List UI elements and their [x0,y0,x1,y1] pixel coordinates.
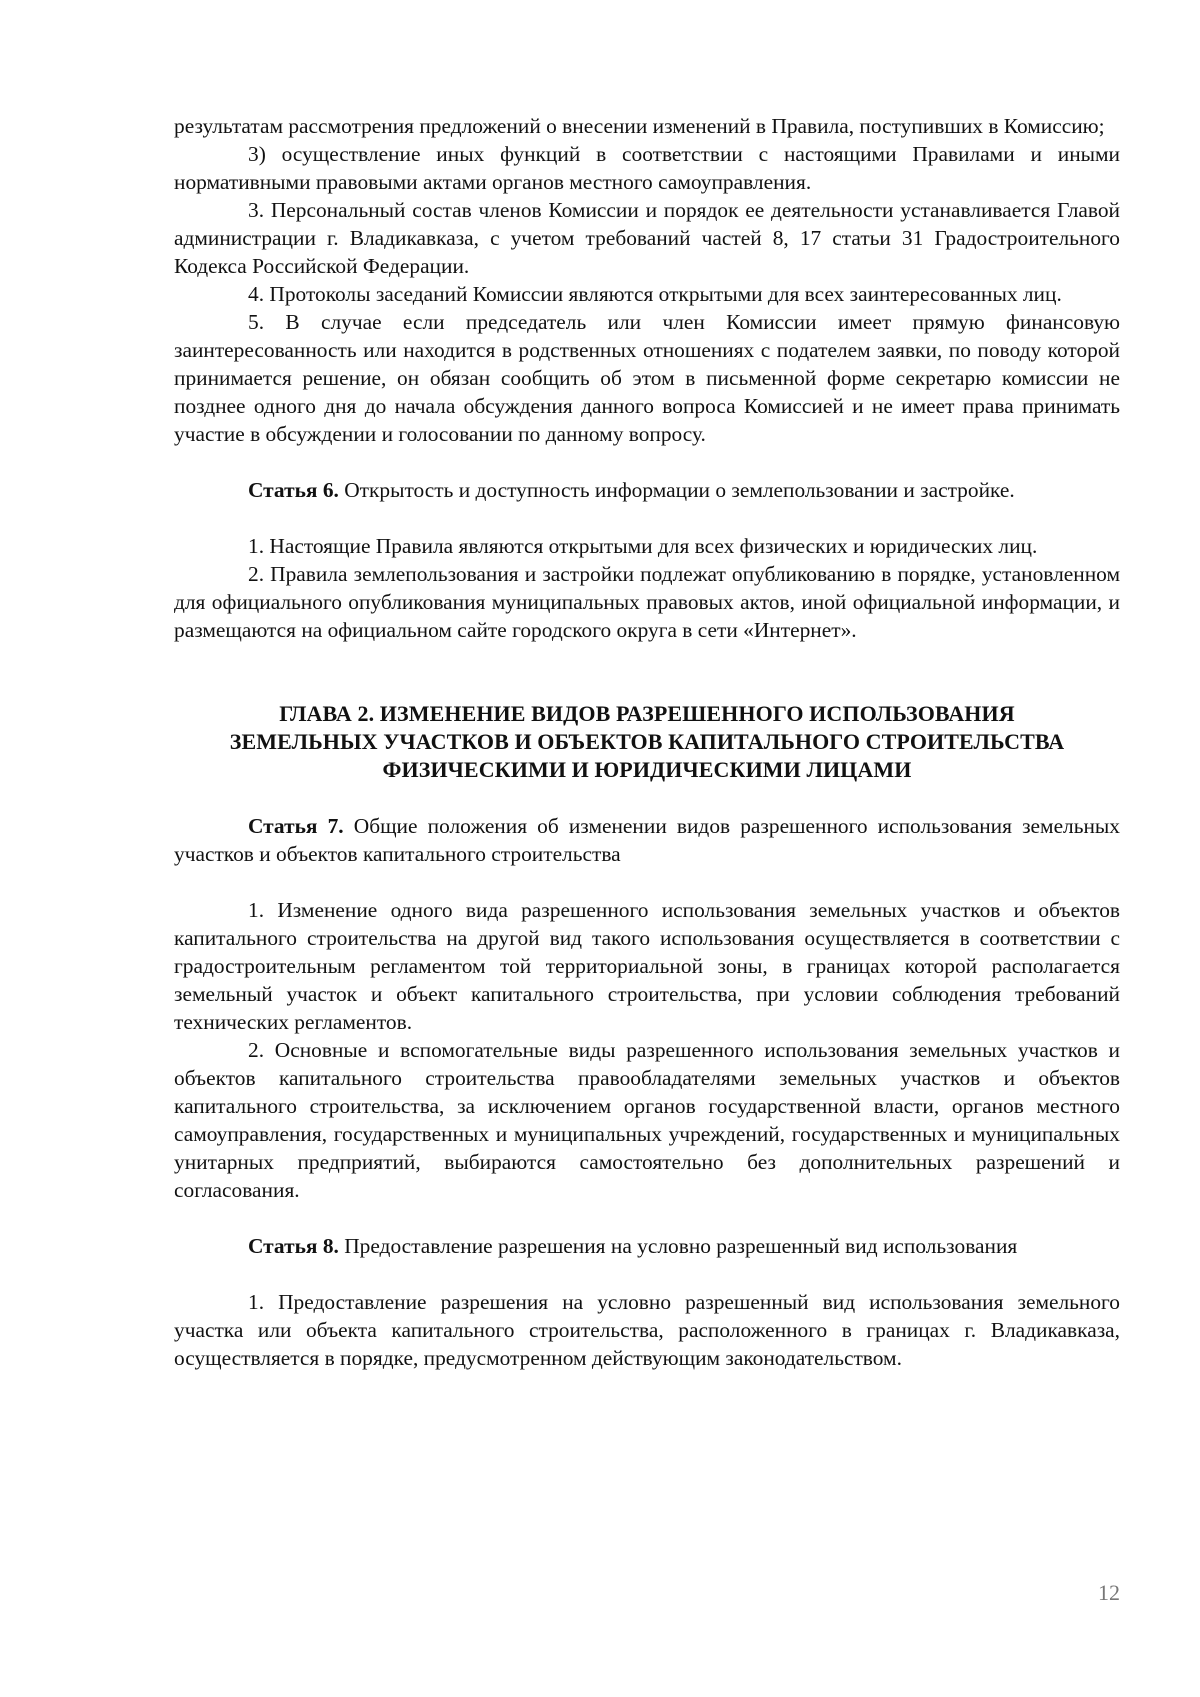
spacer [174,784,1120,812]
article-7-heading [174,812,1120,868]
article-6-heading [174,476,1120,504]
article-8-paragraph-1: 1. Предоставление разрешения на условно разрешенный вид использования земельного участка или объекта капитального строительства, расположенного в границах г. Владикавказа, осуществляется в порядке, предусмотренном действующим законодательством. [174,1290,1120,1370]
chapter-2-line-2: ЗЕМЕЛЬНЫХ УЧАСТКОВ И ОБЪЕКТОВ КАПИТАЛЬНОГО СТРОИТЕЛЬСТВА [229,729,1065,754]
article-8-label: Статья 8. [248,1234,339,1258]
article-6-paragraph-1: 1. Настоящие Правила являются открытыми для всех физических и юридических лиц. [248,534,1038,558]
paragraph-conflict-of-interest: 5. В случае если председатель или член Комиссии имеет прямую финансовую заинтересованность или находится в родственных отношениях с подателем заявки, по поводу которой принимается решение, он обязан сообщить об этом в письменной форме секретарю комиссии не позднее одного дня до начала обсуждения данного вопроса Комиссией и не имеет права принимать участие в обсуждении и голосовании по данному вопросу. [174,310,1120,446]
chapter-2-line-3: ФИЗИЧЕСКИМИ И ЮРИДИЧЕСКИМИ ЛИЦАМИ [382,757,912,782]
paragraph-continuation: результатам рассмотрения предложений о внесении изменений в Правила, поступивших в Комиссию; [174,114,1105,138]
article-7-title: Общие положения об изменении видов разрешенного использования земельных участков и объектов капитального строительства [174,814,1121,866]
spacer [174,1260,1120,1288]
spacer [174,1204,1120,1232]
article-7-label: Статья 7. [248,814,344,838]
spacer [174,448,1120,476]
spacer [174,504,1120,532]
spacer [174,868,1120,896]
chapter-2-line-1: ГЛАВА 2. ИЗМЕНЕНИЕ ВИДОВ РАЗРЕШЕННОГО ИСПОЛЬЗОВАНИЯ [279,701,1015,726]
article-8-title: Предоставление разрешения на условно разрешенный вид использования [338,1234,1018,1258]
article-7-paragraph-2: 2. Основные и вспомогательные виды разрешенного использования земельных участков и объектов капитального строительства правообладателями земельных участков и объектов капитального строительства, за исключением органов государственной власти, органов местного самоуправления, государственных и муниципальных учреждений, государственных и муниципальных унитарных предприятий, выбираются самостоятельно без дополнительных разрешений и согласования. [174,1038,1120,1202]
article-6-label: Статья 6. [248,478,339,502]
page-number: 12 [1098,1580,1120,1605]
page-body [174,112,1120,1372]
spacer [174,644,1120,700]
paragraph-protocols: 4. Протоколы заседаний Комиссии являются открытыми для всех заинтересованных лиц. [248,282,1062,306]
chapter-2-heading [174,700,1120,784]
article-6-title: Открытость и доступность информации о землепользовании и застройке. [338,478,1015,502]
paragraph-item-3-functions: 3) осуществление иных функций в соответствии с настоящими Правилами и иными нормативными правовыми актами органов местного самоуправления. [174,142,1120,194]
paragraph-commission-composition: 3. Персональный состав членов Комиссии и порядок ее деятельности устанавливается Главой администрации г. Владикавказа, с учетом требований частей 8, 17 статьи 31 Градостроительного Кодекса Российской Федерации. [174,198,1120,278]
article-7-paragraph-1: 1. Изменение одного вида разрешенного использования земельных участков и объектов капитального строительства на другой вид такого использования осуществляется в соответствии с градостроительным регламентом той территориальной зоны, в границах которой располагается земельный участок и объект капитального строительства, при условии соблюдения требований технических регламентов. [174,898,1120,1034]
article-6-paragraph-2: 2. Правила землепользования и застройки подлежат опубликованию в порядке, установленном для официального опубликования муниципальных правовых актов, иной официальной информации, и размещаются на официальном сайте городского округа в сети «Интернет». [174,562,1120,642]
article-8-heading [174,1232,1120,1260]
